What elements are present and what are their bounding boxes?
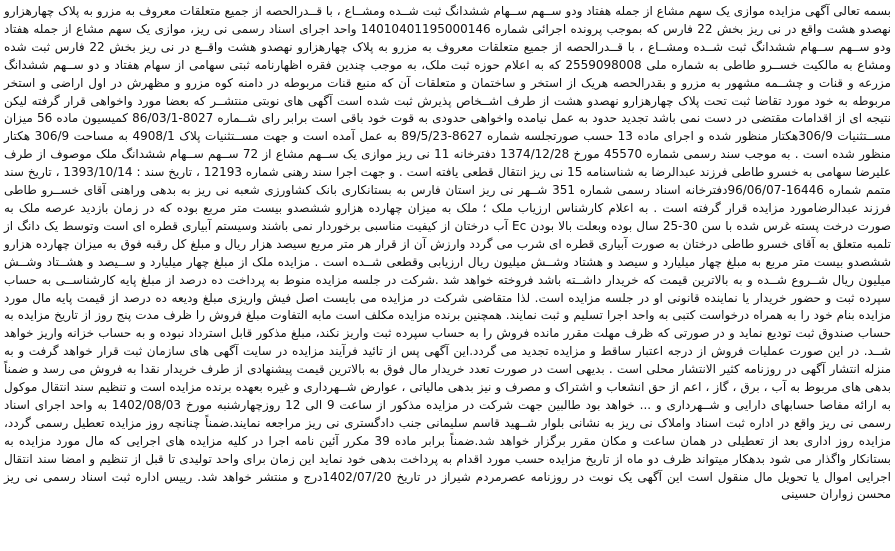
notice-document [4,3,891,549]
notice-body-text: بسمه تعالی آگهی مزایده موازی یک سهم مشاع از جمله هفتاد ودو ســهم ســهام ششدانگ ثبت شــده ومشــاع ، با قــدرالحصه از جمیع متعلقات معروف به مزرو به پلاک چهارهزارو نهصدو هشت واقع در نی ریز بخش 22 فارس که بموجب پرونده اجرائی شماره 14010401195000146 واحد اجرای اسناد رسمی نی ریز، موازی یک سهم مشاع از جمله هفتاد ودو ســهم ســهام ششدانگ ثبت شــده ومشــاع ، با قــدرالحصه از جمیع متعلقات معروف به مزرو به پلاک چهارهزارو نهصدو هشت واقــع در نی ریز بخش 22 فارس ثبت شده ومشاع به مالکیت خســرو طاطی به شماره ملی 2559098008 که به اعلام حوزه ثبت ملک، به موجب چندین فقره اظهارنامه ثبتی سهامی از سهام هفتاد و دو ســهم ششدانگ مزرعه و قنات و چشــمه مشهور به مزرو و بقدرالحصه هریک از استخر و ساختمان و متعلقات آن که منبع قنات مربوطه در دامنه کوه مزرو و مظهرش در اول اراضی و استخر مربوطه به خود مورد تقاضا ثبت تحت پلاک چهارهزارو نهصدو هشت از طرف اشــخاص پذیرش ثبت شده است آگهی های نوبتی منتشــر که بعضا مورد واخواهی قرار گرفته لیکن نتیجه ای از اقدامات مقتضی در دست نمی باشد تجدید حدود به عمل نیامده واخواهی حدودی به قوت خود باقی است برابر رای شــماره 8027-86/03/1 کمیسیون ماده 56 میزان مســتثنیات 306/9هکتار منظور شده و اجرای ماده 13 حسب صورتجلسه شماره 8627-89/5/23 به عمل آمده است و جهت مســتثنیات پلاک 4908/1 به مساحت 306/9 هکتار منظور شده است . به موجب سند رسمی شماره 45570 مورخ 1374/12/28 دفترخانه 11 نی ریز موازی یک ســهم مشاع از 72 ســهم ســهام ششدانگ ملک موصوف از طرف علیرضا سهامی به خسرو طاطی فرزند عبدالرضا به شناسنامه 15 نی ریز انتقال قطعی یافته است . و جهت اجرا سند رهنی شماره 12193 ، تاریخ سند : 1393/10/14 ، تاریخ سند متمم شماره 16446-96/06/07دفترخانه اسناد رسمی شماره 351 شــهر نی ریز استان فارس به بستانکاری بانک کشاورزی شعبه نی ریز به بدهی وراهنی آقای خســرو طاطی فرزند عبدالرضامورد مزایده قرار گرفته است . به اعلام کارشناس ارزیاب ملک ؛ ملک به میزان چهارده هزارو ششصدو بیست متر مربع بوده که در زمان بازدید عرصه ملک به صورت درخت پسته غرس شده با سن 30-25 سال بوده وبعلت بالا بودن Ec آب درختان از کیفیت مناسبی برخوردار نمی باشند وسیستم آبیاری قطره ای است وتوسط یک دانگ از تلمبه متعلق به آقای خسرو طاطی درختان به صورت آبیاری قطره ای شرب می گردد وارزش آن از قرار هر متر مربع سیصد هزار ریال و مبلغ کل رقبه فوق به میزان چهارده هزارو ششصدو بیست متر مربع به مبلغ چهار میلیارد و سیصد و هشتاد وشــش میلیون ریال ارزیابی وقطعی شــده است . مزایده ملک از مبلغ چهار میلیارد و ســیصد و هشــتاد وشــش میلیون ریال شــروع شــده و به بالاترین قیمت که خریدار داشــته باشد فروخته خواهد شد .شرکت در جلسه مزایده منوط به پرداخت ده درصد از مبلغ پایه کارشناســی به حساب سپرده ثبت و حضور خریدار یا نماینده قانونی او در جلسه مزایده است. لذا متقاضی شرکت در مزایده می بایست اصل فیش واریزی مبلغ ودیعه ده درصد از قیمت پایه مال مورد مزایده بنام خود را به همراه درخواست کتبی به واحد اجرا تسلیم و ثبت نمایند. همچنین برنده مزایده مکلف است مابه التفاوت مبلغ فروش را ظرف مدت پنج روز از تاریخ مزایده به حساب صندوق ثبت تودیع نماید و در صورتی که ظرف مهلت مقرر مانده فروش را به حساب سپرده ثبت واریز نکند، مبلغ مذکور قابل استرداد نبوده و به حساب خزانه واریز خواهد شــد. در این صورت عملیات فروش از درجه اعتبار ساقط و مزایده تجدید می گردد.این آگهی پس از تائید فرآیند مزایده در سایت آگهی های سازمان ثبت قرار خواهد گرفت و به منزله انتشار آگهی در روزنامه کثیر الانتشار محلی است . بدیهی است در صورت تعدد خریدار مال فوق به بالاترین قیمت پیشنهادی از طرف خریدار نقدا به فروش می رسد و ضمناً بدهی های مربوط به آب ، برق ، گاز ، اعم از حق انشعاب و اشتراک و مصرف و نیز بدهی مالیاتی ، عوارض شــهرداری و غیره بعهده برنده مزایده است و تنظیم سند انتقال موکول به ارائه مفاصا حسابهای دارایی و شــهرداری و ... خواهد بود طالبین جهت شرکت در مزایده مذکور از ساعت 9 الی 12 روزچهارشنبه مورخ 1402/08/03 به واحد اجرای اسناد رسمی نی ریز واقع در اداره ثبت اسناد واملاک نی ریز به نشانی بلوار شــهید قاسم سلیمانی جنب دادگستری نی ریز مراجعه نمایند.ضمناً چنانچه روز مزایده تعطیل رسمی گردد، مزایده روز اداری بعد از تعطیلی در همان ساعت و مکان مقرر برگزار خواهد شد.ضمناً برابر ماده 39 مکرر آئین نامه اجرا در کلیه مزایده های اجرایی که مال مورد مزایده به بستانکار واگذار می شود بدهکار میتواند ظرف دو ماه از تاریخ مزایده حسب مورد اقدام به پرداخت بدهی خود نماید این زمان برای واحد تولیدی تا قبل از تنظیم و امضا سند انتقال اجرایی اموال یا تحویل مال منقول است این آگهی یک نوبت در روزنامه عصرمردم شیراز در تاریخ 1402/07/20درج و منتشر خواهد شد. رییس اداره ثبت اسناد رسمی نی ریز محسن زواران حسینی [4,4,892,502]
